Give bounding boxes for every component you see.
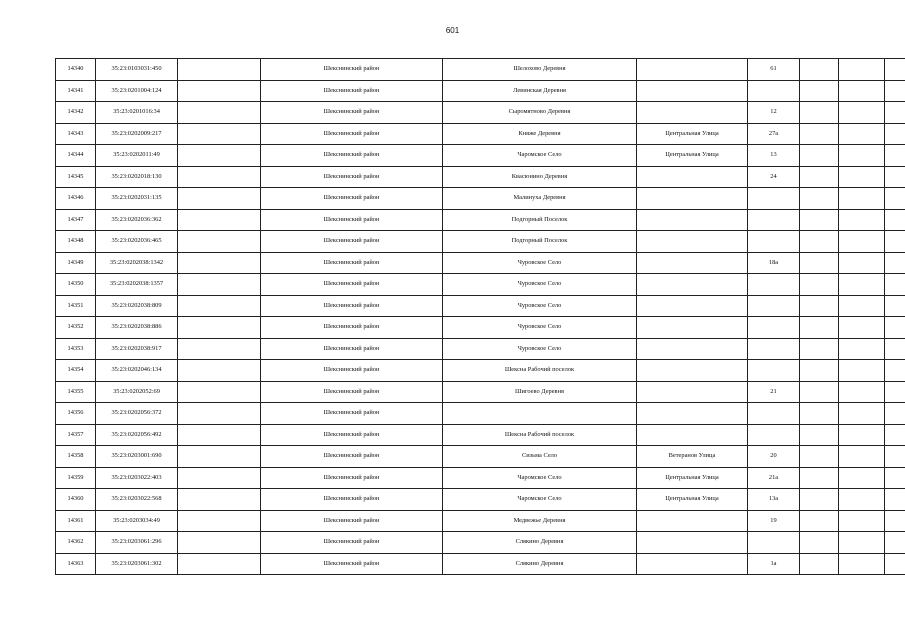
house-number-cell <box>748 317 800 339</box>
locality-cell: Чуровское Село <box>443 338 637 360</box>
empty-cell <box>885 446 905 468</box>
empty-cell <box>800 166 839 188</box>
empty-cell <box>800 123 839 145</box>
house-number-cell <box>748 295 800 317</box>
cadastral-number-cell: 35:23:0201016:34 <box>96 102 178 124</box>
cadastral-number-cell: 35:23:0203034:49 <box>96 510 178 532</box>
empty-cell <box>839 510 885 532</box>
empty-cell <box>839 59 885 81</box>
record-number-cell: 14345 <box>56 166 96 188</box>
record-number-cell: 14355 <box>56 381 96 403</box>
house-number-cell <box>748 188 800 210</box>
table-row <box>56 360 905 382</box>
record-number-cell: 14344 <box>56 145 96 167</box>
cadastral-number-cell: 35:23:0202052:69 <box>96 381 178 403</box>
street-cell <box>637 403 748 425</box>
record-number-cell: 14360 <box>56 489 96 511</box>
empty-cell <box>885 231 905 253</box>
street-cell <box>637 360 748 382</box>
district-cell: Шекснинский район <box>261 59 443 81</box>
locality-cell: Левинская Деревня <box>443 80 637 102</box>
street-cell <box>637 510 748 532</box>
empty-cell <box>800 446 839 468</box>
empty-cell <box>885 252 905 274</box>
district-cell: Шекснинский район <box>261 446 443 468</box>
record-number-cell: 14346 <box>56 188 96 210</box>
empty-cell <box>800 59 839 81</box>
empty-cell <box>885 510 905 532</box>
locality-cell: Шелохово Деревня <box>443 59 637 81</box>
empty-cell <box>839 188 885 210</box>
street-cell <box>637 188 748 210</box>
empty-cell <box>839 446 885 468</box>
empty-cell <box>178 317 261 339</box>
locality-cell: Княже Деревня <box>443 123 637 145</box>
empty-cell <box>839 145 885 167</box>
district-cell: Шекснинский район <box>261 145 443 167</box>
empty-cell <box>885 381 905 403</box>
empty-cell <box>885 80 905 102</box>
empty-cell <box>839 295 885 317</box>
locality-cell: Квасюнино Деревня <box>443 166 637 188</box>
record-number-cell: 14340 <box>56 59 96 81</box>
district-cell: Шекснинский район <box>261 209 443 231</box>
record-number-cell: 14359 <box>56 467 96 489</box>
locality-cell: Чаромское Село <box>443 489 637 511</box>
cadastral-number-cell: 35:23:0202038:1357 <box>96 274 178 296</box>
empty-cell <box>800 403 839 425</box>
record-number-cell: 14350 <box>56 274 96 296</box>
table-row <box>56 274 905 296</box>
locality-cell: Сыромятново Деревня <box>443 102 637 124</box>
locality-cell: Подгорный Поселок <box>443 231 637 253</box>
empty-cell <box>885 209 905 231</box>
empty-cell <box>178 252 261 274</box>
empty-cell <box>885 295 905 317</box>
cadastral-number-cell: 35:23:0103031:450 <box>96 59 178 81</box>
empty-cell <box>839 360 885 382</box>
house-number-cell: 27а <box>748 123 800 145</box>
empty-cell <box>178 274 261 296</box>
locality-cell: Чаромское Село <box>443 145 637 167</box>
empty-cell <box>178 123 261 145</box>
empty-cell <box>178 553 261 575</box>
table-row <box>56 510 905 532</box>
locality-cell: Чуровское Село <box>443 317 637 339</box>
locality-cell: Чаромское Село <box>443 467 637 489</box>
record-number-cell: 14353 <box>56 338 96 360</box>
page-number: 601 <box>445 26 460 35</box>
house-number-cell: 24 <box>748 166 800 188</box>
cadastral-number-cell: 35:23:0201004:124 <box>96 80 178 102</box>
cadastral-number-cell: 35:23:0202031:135 <box>96 188 178 210</box>
cadastral-number-cell: 35:23:0203022:403 <box>96 467 178 489</box>
house-number-cell <box>748 80 800 102</box>
locality-cell: Чуровское Село <box>443 295 637 317</box>
cadastral-number-cell: 35:23:0203022:568 <box>96 489 178 511</box>
empty-cell <box>178 145 261 167</box>
district-cell: Шекснинский район <box>261 338 443 360</box>
empty-cell <box>178 424 261 446</box>
empty-cell <box>178 510 261 532</box>
empty-cell <box>178 489 261 511</box>
house-number-cell: 19 <box>748 510 800 532</box>
empty-cell <box>800 317 839 339</box>
empty-cell <box>800 467 839 489</box>
district-cell: Шекснинский район <box>261 553 443 575</box>
table-row <box>56 295 905 317</box>
house-number-cell: 12 <box>748 102 800 124</box>
table-row <box>56 403 905 425</box>
registry-table <box>55 58 905 575</box>
house-number-cell <box>748 403 800 425</box>
empty-cell <box>839 102 885 124</box>
empty-cell <box>178 102 261 124</box>
empty-cell <box>178 360 261 382</box>
house-number-cell <box>748 424 800 446</box>
empty-cell <box>800 360 839 382</box>
table-row <box>56 489 905 511</box>
district-cell: Шекснинский район <box>261 467 443 489</box>
empty-cell <box>885 166 905 188</box>
empty-cell <box>839 424 885 446</box>
district-cell: Шекснинский район <box>261 231 443 253</box>
locality-cell: Медвежье Деревня <box>443 510 637 532</box>
street-cell <box>637 553 748 575</box>
locality-cell: Сизьма Село <box>443 446 637 468</box>
empty-cell <box>178 403 261 425</box>
empty-cell <box>839 123 885 145</box>
cadastral-number-cell: 35:23:0202056:372 <box>96 403 178 425</box>
empty-cell <box>800 489 839 511</box>
empty-cell <box>839 80 885 102</box>
empty-cell <box>178 231 261 253</box>
district-cell: Шекснинский район <box>261 102 443 124</box>
table-row <box>56 80 905 102</box>
empty-cell <box>178 446 261 468</box>
empty-cell <box>800 553 839 575</box>
district-cell: Шекснинский район <box>261 360 443 382</box>
table-row <box>56 532 905 554</box>
empty-cell <box>839 489 885 511</box>
cadastral-number-cell: 35:23:0202011:49 <box>96 145 178 167</box>
table-row <box>56 102 905 124</box>
district-cell: Шекснинский район <box>261 489 443 511</box>
empty-cell <box>800 338 839 360</box>
empty-cell <box>885 274 905 296</box>
record-number-cell: 14343 <box>56 123 96 145</box>
house-number-cell: 13а <box>748 489 800 511</box>
locality-cell: Слякино Деревня <box>443 553 637 575</box>
house-number-cell: 61 <box>748 59 800 81</box>
cadastral-number-cell: 35:23:0202038:886 <box>96 317 178 339</box>
street-cell: Ветеранов Улица <box>637 446 748 468</box>
house-number-cell: 21а <box>748 467 800 489</box>
empty-cell <box>839 252 885 274</box>
record-number-cell: 14352 <box>56 317 96 339</box>
registry-table-body <box>56 59 905 575</box>
record-number-cell: 14362 <box>56 532 96 554</box>
record-number-cell: 14356 <box>56 403 96 425</box>
cadastral-number-cell: 35:23:0202018:130 <box>96 166 178 188</box>
table-row <box>56 166 905 188</box>
empty-cell <box>178 467 261 489</box>
empty-cell <box>800 381 839 403</box>
empty-cell <box>800 252 839 274</box>
empty-cell <box>885 532 905 554</box>
record-number-cell: 14342 <box>56 102 96 124</box>
record-number-cell: 14347 <box>56 209 96 231</box>
house-number-cell <box>748 274 800 296</box>
district-cell: Шекснинский район <box>261 403 443 425</box>
empty-cell <box>800 231 839 253</box>
empty-cell <box>839 553 885 575</box>
empty-cell <box>885 424 905 446</box>
house-number-cell <box>748 532 800 554</box>
empty-cell <box>178 59 261 81</box>
district-cell: Шекснинский район <box>261 188 443 210</box>
street-cell <box>637 424 748 446</box>
house-number-cell <box>748 338 800 360</box>
table-row <box>56 317 905 339</box>
empty-cell <box>800 80 839 102</box>
empty-cell <box>178 188 261 210</box>
empty-cell <box>839 338 885 360</box>
house-number-cell: 20 <box>748 446 800 468</box>
cadastral-number-cell: 35:23:0202036:465 <box>96 231 178 253</box>
record-number-cell: 14349 <box>56 252 96 274</box>
locality-cell: Подгорный Поселок <box>443 209 637 231</box>
street-cell <box>637 166 748 188</box>
district-cell: Шекснинский район <box>261 317 443 339</box>
street-cell <box>637 381 748 403</box>
table-row <box>56 231 905 253</box>
table-row <box>56 424 905 446</box>
empty-cell <box>885 489 905 511</box>
record-number-cell: 14354 <box>56 360 96 382</box>
cadastral-number-cell: 35:23:0202038:809 <box>96 295 178 317</box>
house-number-cell: 1а <box>748 553 800 575</box>
district-cell: Шекснинский район <box>261 252 443 274</box>
cadastral-number-cell: 35:23:0202046:134 <box>96 360 178 382</box>
record-number-cell: 14348 <box>56 231 96 253</box>
table-row <box>56 338 905 360</box>
empty-cell <box>800 510 839 532</box>
empty-cell <box>885 317 905 339</box>
table-row <box>56 145 905 167</box>
locality-cell: Малинуха Деревня <box>443 188 637 210</box>
locality-cell <box>443 403 637 425</box>
street-cell <box>637 231 748 253</box>
empty-cell <box>178 166 261 188</box>
empty-cell <box>885 338 905 360</box>
empty-cell <box>178 532 261 554</box>
empty-cell <box>839 166 885 188</box>
record-number-cell: 14341 <box>56 80 96 102</box>
street-cell <box>637 338 748 360</box>
locality-cell: Чуровское Село <box>443 274 637 296</box>
empty-cell <box>885 467 905 489</box>
table-row <box>56 381 905 403</box>
street-cell <box>637 80 748 102</box>
empty-cell <box>178 209 261 231</box>
empty-cell <box>839 231 885 253</box>
street-cell <box>637 317 748 339</box>
empty-cell <box>885 553 905 575</box>
empty-cell <box>800 532 839 554</box>
empty-cell <box>839 467 885 489</box>
empty-cell <box>885 188 905 210</box>
locality-cell: Слякино Деревня <box>443 532 637 554</box>
record-number-cell: 14361 <box>56 510 96 532</box>
empty-cell <box>178 295 261 317</box>
empty-cell <box>885 360 905 382</box>
district-cell: Шекснинский район <box>261 510 443 532</box>
district-cell: Шекснинский район <box>261 381 443 403</box>
table-row <box>56 209 905 231</box>
record-number-cell: 14358 <box>56 446 96 468</box>
cadastral-number-cell: 35:23:0202038:917 <box>96 338 178 360</box>
house-number-cell <box>748 209 800 231</box>
district-cell: Шекснинский район <box>261 166 443 188</box>
empty-cell <box>839 317 885 339</box>
street-cell: Центральная Улица <box>637 467 748 489</box>
record-number-cell: 14357 <box>56 424 96 446</box>
cadastral-number-cell: 35:23:0203061:296 <box>96 532 178 554</box>
empty-cell <box>885 59 905 81</box>
cadastral-number-cell: 35:23:0202009:217 <box>96 123 178 145</box>
table-row <box>56 188 905 210</box>
house-number-cell <box>748 360 800 382</box>
street-cell <box>637 209 748 231</box>
locality-cell: Шигоево Деревня <box>443 381 637 403</box>
empty-cell <box>178 381 261 403</box>
empty-cell <box>800 188 839 210</box>
house-number-cell: 13 <box>748 145 800 167</box>
cadastral-number-cell: 35:23:0202038:1342 <box>96 252 178 274</box>
street-cell <box>637 59 748 81</box>
empty-cell <box>839 274 885 296</box>
district-cell: Шекснинский район <box>261 295 443 317</box>
cadastral-number-cell: 35:23:0202036:362 <box>96 209 178 231</box>
empty-cell <box>839 209 885 231</box>
empty-cell <box>800 209 839 231</box>
record-number-cell: 14363 <box>56 553 96 575</box>
empty-cell <box>800 274 839 296</box>
empty-cell <box>885 123 905 145</box>
district-cell: Шекснинский район <box>261 123 443 145</box>
street-cell: Центральная Улица <box>637 123 748 145</box>
cadastral-number-cell: 35:23:0203061:302 <box>96 553 178 575</box>
empty-cell <box>885 145 905 167</box>
street-cell: Центральная Улица <box>637 489 748 511</box>
empty-cell <box>839 381 885 403</box>
house-number-cell <box>748 231 800 253</box>
empty-cell <box>800 424 839 446</box>
district-cell: Шекснинский район <box>261 274 443 296</box>
record-number-cell: 14351 <box>56 295 96 317</box>
street-cell <box>637 102 748 124</box>
empty-cell <box>800 102 839 124</box>
locality-cell: Шексна Рабочий поселок <box>443 360 637 382</box>
cadastral-number-cell: 35:23:0203001:690 <box>96 446 178 468</box>
table-row <box>56 553 905 575</box>
table-row <box>56 446 905 468</box>
street-cell <box>637 252 748 274</box>
empty-cell <box>885 102 905 124</box>
street-cell <box>637 295 748 317</box>
empty-cell <box>839 403 885 425</box>
empty-cell <box>178 338 261 360</box>
locality-cell: Шексна Рабочий поселок <box>443 424 637 446</box>
empty-cell <box>800 145 839 167</box>
locality-cell: Чуровское Село <box>443 252 637 274</box>
district-cell: Шекснинский район <box>261 424 443 446</box>
district-cell: Шекснинский район <box>261 532 443 554</box>
district-cell: Шекснинский район <box>261 80 443 102</box>
house-number-cell: 18а <box>748 252 800 274</box>
table-row <box>56 123 905 145</box>
table-row <box>56 252 905 274</box>
empty-cell <box>178 80 261 102</box>
street-cell: Центральная Улица <box>637 145 748 167</box>
empty-cell <box>800 295 839 317</box>
table-row <box>56 467 905 489</box>
house-number-cell: 21 <box>748 381 800 403</box>
empty-cell <box>839 532 885 554</box>
cadastral-number-cell: 35:23:0202056:492 <box>96 424 178 446</box>
table-row <box>56 59 905 81</box>
street-cell <box>637 532 748 554</box>
empty-cell <box>885 403 905 425</box>
street-cell <box>637 274 748 296</box>
